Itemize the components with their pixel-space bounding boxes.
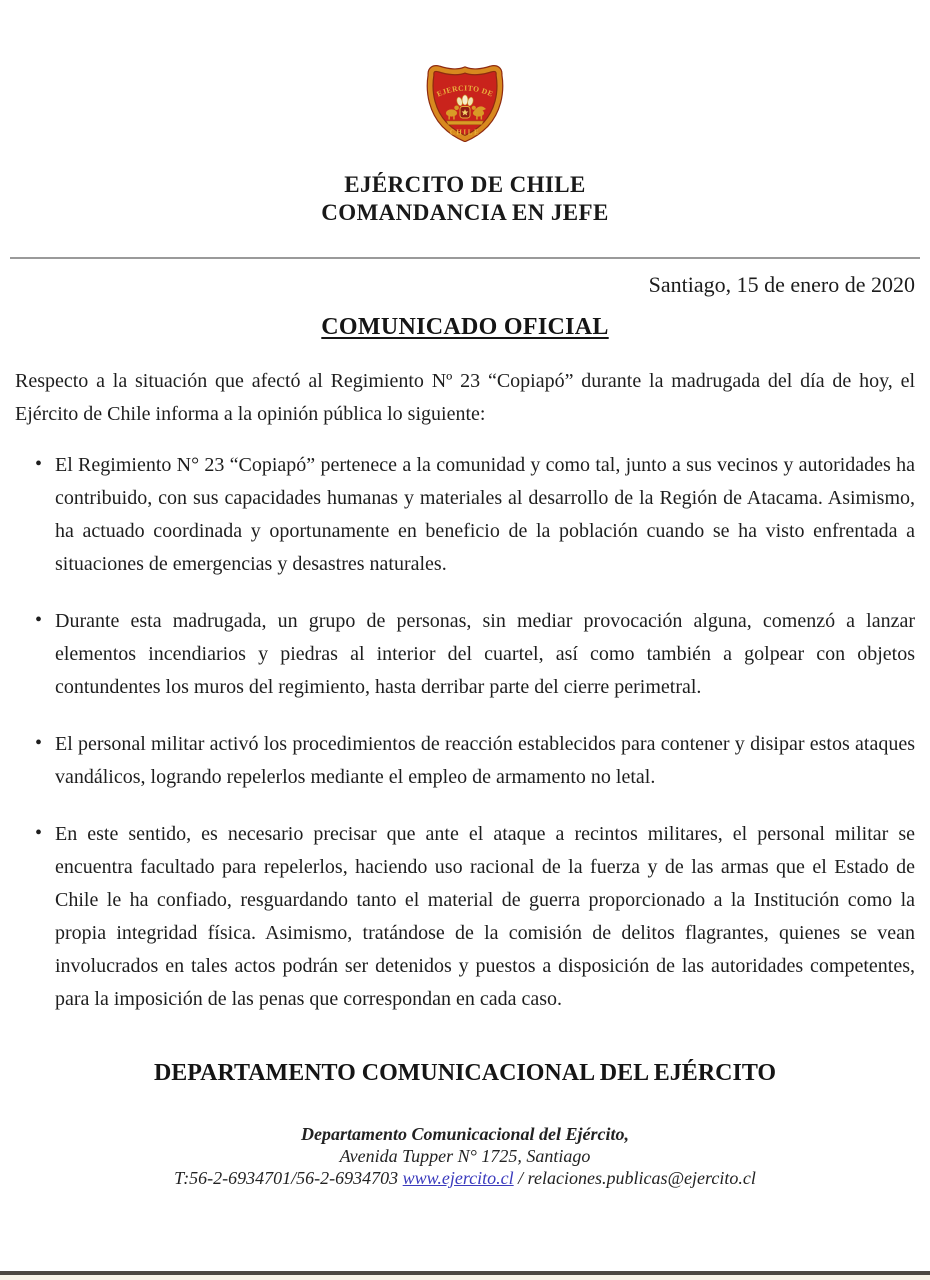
bullet-item: • Durante esta madrugada, un grupo de personas, sin mediar provocación alguna, comenzó a lanzar elementos incendiarios y piedras al interior del cuartel, así como también a golpear con objetos contundentes los muros del regimiento, hasta derribar parte del cierre perimetral. [15, 605, 915, 704]
org-name: EJÉRCITO DE CHILE [344, 172, 586, 197]
footer-email: / relaciones.publicas@ejercito.cl [513, 1168, 756, 1188]
closing-heading: DEPARTAMENTO COMUNICACIONAL DEL EJÉRCITO [153, 1060, 777, 1086]
bullet-item: • En este sentido, es necesario precisar que ante el ataque a recintos militares, el personal militar se encuentra facultado para repelerlos, haciendo uso racional de la fuerza y de las armas que el Estado de Chile le ha confiado, resguardando tanto el material de guerra proporcionado a la Institución como la propia integridad física. Asimismo, tratándose de la comisión de delitos flagrantes, quienes se vean involucrados en tales actos podrán ser detenidos y puestos a disposición de las autoridades competentes, para la imposición de las penas que correspondan en cada caso. [15, 818, 915, 1016]
crest-bottom-label: CHILE [449, 128, 481, 137]
photo-bottom-edge [0, 1271, 930, 1280]
bullet-item: • El Regimiento N° 23 “Copiapó” pertenece a la comunidad y como tal, junto a sus vecinos y autoridades ha contribuido, con sus capacidades humanas y materiales al desarrollo de la Región de Atacama. Asimismo, ha actuado coordinada y oportunamente en beneficio de la población cuando se ha visto enfrentada a situaciones de emergencias y desastres naturales. [15, 449, 915, 581]
doc-title: COMUNICADO OFICIAL [321, 314, 609, 340]
footer-department: Departamento Comunicacional del Ejército, [301, 1124, 629, 1144]
website-link[interactable]: www.ejercito.cl [402, 1168, 514, 1188]
footer-phones: T:56-2-6934701/56-2-6934703 [174, 1168, 403, 1188]
crest-top-label: EJERCITO DE [435, 83, 495, 99]
footer-contact-line [15, 1167, 915, 1189]
crest-banner [447, 121, 484, 125]
crest-container [15, 0, 915, 147]
footer-block [15, 1123, 915, 1189]
intro-paragraph: Respecto a la situación que afectó al Regimiento Nº 23 “Copiapó” durante la madrugada del día de hoy, el Ejército de Chile informa a la opinión pública lo siguiente: [15, 370, 915, 425]
army-crest-icon [424, 64, 506, 142]
org-unit: COMANDANCIA EN JEFE [321, 200, 609, 225]
divider-line [10, 257, 920, 259]
org-header [15, 171, 915, 227]
bullet-list [15, 449, 915, 1016]
footer-address: Avenida Tupper N° 1725, Santiago [339, 1146, 591, 1166]
bullet-item: • El personal militar activó los procedimientos de reacción establecidos para contener y disipar estos ataques vandálicos, logrando repelerlos mediante el empleo de armamento no letal. [15, 728, 915, 794]
dateline: Santiago, 15 de enero de 2020 [648, 272, 915, 297]
